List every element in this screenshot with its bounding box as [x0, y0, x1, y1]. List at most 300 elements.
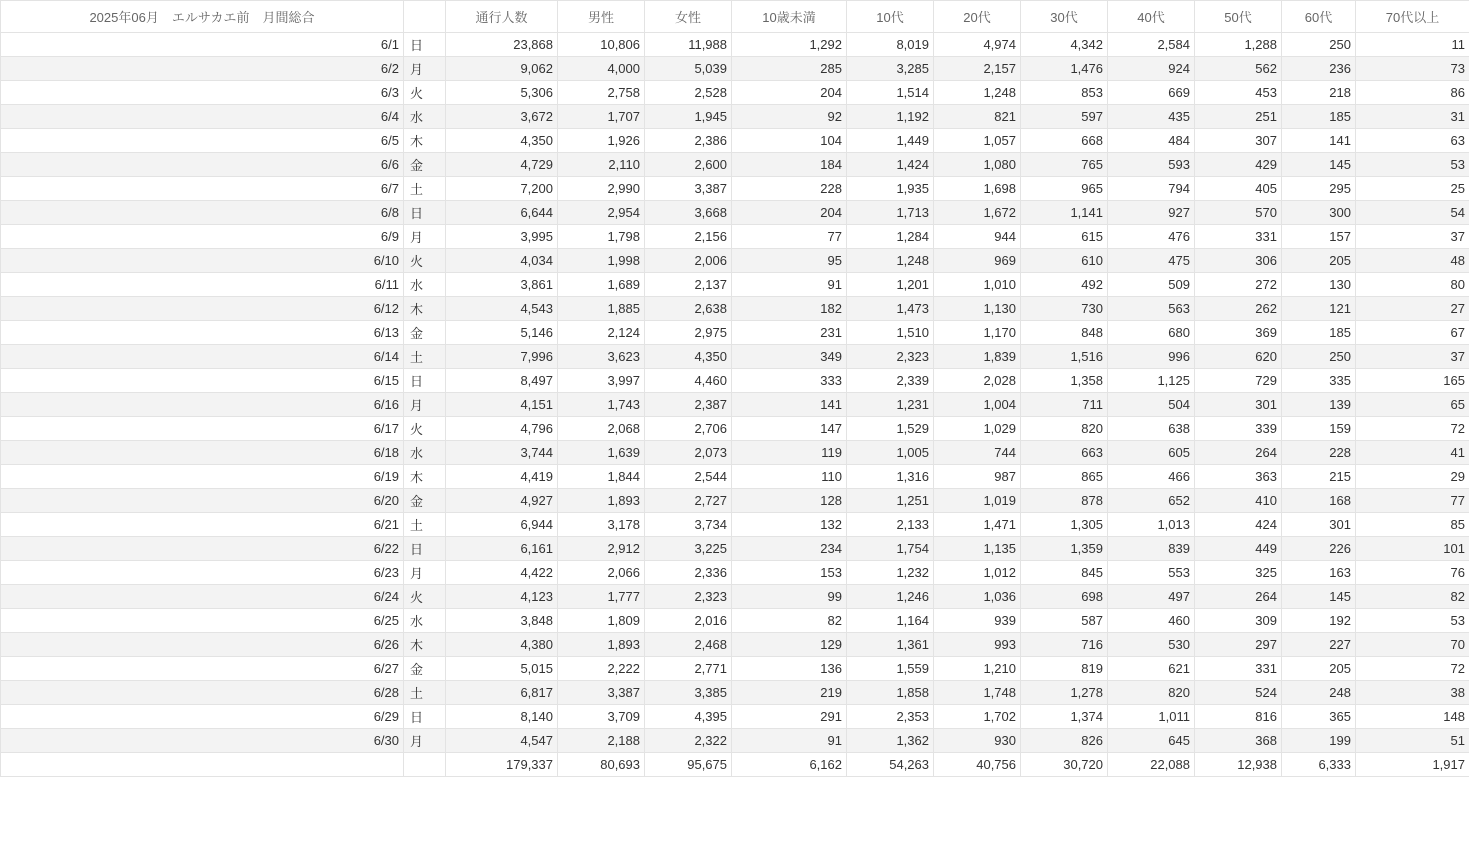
date-cell: 6/28	[1, 681, 404, 705]
value-cell-twenties: 1,036	[934, 585, 1021, 609]
value-cell-under-10: 204	[732, 201, 847, 225]
weekday-cell: 土	[404, 177, 446, 201]
value-cell-forties: 476	[1108, 225, 1195, 249]
weekday-cell: 月	[404, 57, 446, 81]
table-row	[1, 321, 1469, 345]
value-cell-seventies-plus: 67	[1356, 321, 1469, 345]
value-cell-twenties: 1,839	[934, 345, 1021, 369]
weekday-cell: 月	[404, 225, 446, 249]
date-cell: 6/21	[1, 513, 404, 537]
column-header-female: 女性	[645, 1, 732, 33]
value-cell-teens: 1,424	[847, 153, 934, 177]
value-cell-teens: 3,285	[847, 57, 934, 81]
value-cell-sixties: 215	[1282, 465, 1356, 489]
column-header-passersby-total: 通行人数	[446, 1, 558, 33]
value-cell-thirties: 845	[1021, 561, 1108, 585]
value-cell-passersby-total: 4,422	[446, 561, 558, 585]
value-cell-sixties: 139	[1282, 393, 1356, 417]
value-cell-sixties: 192	[1282, 609, 1356, 633]
weekday-cell: 土	[404, 513, 446, 537]
value-cell-under-10: 182	[732, 297, 847, 321]
value-cell-under-10: 231	[732, 321, 847, 345]
value-cell-teens: 8,019	[847, 33, 934, 57]
value-cell-fifties: 424	[1195, 513, 1282, 537]
value-cell-twenties: 1,080	[934, 153, 1021, 177]
value-cell-under-10: 1,292	[732, 33, 847, 57]
weekday-cell: 水	[404, 609, 446, 633]
date-cell: 6/29	[1, 705, 404, 729]
value-cell-fifties: 369	[1195, 321, 1282, 345]
value-cell-under-10: 333	[732, 369, 847, 393]
value-cell-forties: 839	[1108, 537, 1195, 561]
header-row	[1, 1, 1469, 33]
value-cell-teens: 1,473	[847, 297, 934, 321]
column-header-forties: 40代	[1108, 1, 1195, 33]
weekday-cell: 金	[404, 489, 446, 513]
value-cell-male: 2,110	[558, 153, 645, 177]
value-cell-forties: 466	[1108, 465, 1195, 489]
value-cell-twenties: 744	[934, 441, 1021, 465]
value-cell-male: 2,954	[558, 201, 645, 225]
value-cell-thirties: 853	[1021, 81, 1108, 105]
weekday-header	[404, 1, 446, 33]
value-cell-thirties: 1,141	[1021, 201, 1108, 225]
value-cell-forties: 1,013	[1108, 513, 1195, 537]
value-cell-seventies-plus: 38	[1356, 681, 1469, 705]
value-cell-male: 2,990	[558, 177, 645, 201]
value-cell-forties: 475	[1108, 249, 1195, 273]
weekday-cell: 土	[404, 345, 446, 369]
weekday-cell: 土	[404, 681, 446, 705]
value-cell-thirties: 819	[1021, 657, 1108, 681]
value-cell-female: 3,387	[645, 177, 732, 201]
value-cell-seventies-plus: 148	[1356, 705, 1469, 729]
value-cell-thirties: 965	[1021, 177, 1108, 201]
value-cell-thirties: 1,278	[1021, 681, 1108, 705]
value-cell-teens: 1,510	[847, 321, 934, 345]
value-cell-sixties: 199	[1282, 729, 1356, 753]
value-cell-twenties: 1,698	[934, 177, 1021, 201]
value-cell-forties: 563	[1108, 297, 1195, 321]
value-cell-twenties: 1,672	[934, 201, 1021, 225]
date-cell: 6/2	[1, 57, 404, 81]
weekday-cell: 金	[404, 657, 446, 681]
value-cell-twenties: 2,157	[934, 57, 1021, 81]
value-cell-fifties: 453	[1195, 81, 1282, 105]
value-cell-seventies-plus: 86	[1356, 81, 1469, 105]
value-cell-teens: 2,339	[847, 369, 934, 393]
weekday-cell: 水	[404, 273, 446, 297]
value-cell-forties: 509	[1108, 273, 1195, 297]
date-cell: 6/12	[1, 297, 404, 321]
value-cell-passersby-total: 7,996	[446, 345, 558, 369]
value-cell-forties: 553	[1108, 561, 1195, 585]
table-row	[1, 177, 1469, 201]
value-cell-teens: 1,529	[847, 417, 934, 441]
weekday-cell: 火	[404, 249, 446, 273]
date-cell: 6/5	[1, 129, 404, 153]
weekday-cell: 木	[404, 129, 446, 153]
value-cell-teens: 2,133	[847, 513, 934, 537]
value-cell-passersby-total: 3,861	[446, 273, 558, 297]
weekday-cell: 金	[404, 153, 446, 177]
value-cell-sixties: 205	[1282, 657, 1356, 681]
value-cell-male: 2,188	[558, 729, 645, 753]
value-cell-fifties: 449	[1195, 537, 1282, 561]
value-cell-male: 1,707	[558, 105, 645, 129]
value-cell-under-10: 184	[732, 153, 847, 177]
value-cell-male: 2,124	[558, 321, 645, 345]
column-header-teens: 10代	[847, 1, 934, 33]
date-cell: 6/14	[1, 345, 404, 369]
value-cell-forties: 794	[1108, 177, 1195, 201]
date-cell: 6/13	[1, 321, 404, 345]
table-row	[1, 297, 1469, 321]
value-cell-forties: 484	[1108, 129, 1195, 153]
value-cell-male: 10,806	[558, 33, 645, 57]
table-row	[1, 681, 1469, 705]
value-cell-female: 4,350	[645, 345, 732, 369]
value-cell-thirties: 492	[1021, 273, 1108, 297]
value-cell-seventies-plus: 51	[1356, 729, 1469, 753]
value-cell-sixties: 295	[1282, 177, 1356, 201]
value-cell-fifties: 307	[1195, 129, 1282, 153]
table-row	[1, 537, 1469, 561]
value-cell-teens: 1,713	[847, 201, 934, 225]
value-cell-sixties: 185	[1282, 321, 1356, 345]
value-cell-fifties: 306	[1195, 249, 1282, 273]
value-cell-twenties: 1,010	[934, 273, 1021, 297]
value-cell-female: 4,395	[645, 705, 732, 729]
value-cell-fifties: 363	[1195, 465, 1282, 489]
value-cell-under-10: 285	[732, 57, 847, 81]
value-cell-sixties: 185	[1282, 105, 1356, 129]
date-cell: 6/22	[1, 537, 404, 561]
value-cell-passersby-total: 4,796	[446, 417, 558, 441]
date-cell: 6/7	[1, 177, 404, 201]
value-cell-passersby-total: 5,015	[446, 657, 558, 681]
value-cell-twenties: 1,471	[934, 513, 1021, 537]
value-cell-forties: 605	[1108, 441, 1195, 465]
value-cell-twenties: 2,028	[934, 369, 1021, 393]
value-cell-male: 3,387	[558, 681, 645, 705]
value-cell-passersby-total: 4,034	[446, 249, 558, 273]
value-cell-fifties: 297	[1195, 633, 1282, 657]
value-cell-seventies-plus: 101	[1356, 537, 1469, 561]
value-cell-female: 2,544	[645, 465, 732, 489]
value-cell-twenties: 1,004	[934, 393, 1021, 417]
table-body	[1, 33, 1469, 777]
value-cell-male: 4,000	[558, 57, 645, 81]
value-cell-teens: 1,449	[847, 129, 934, 153]
value-cell-teens: 2,353	[847, 705, 934, 729]
value-cell-fifties: 816	[1195, 705, 1282, 729]
value-cell-twenties: 821	[934, 105, 1021, 129]
value-cell-fifties: 524	[1195, 681, 1282, 705]
value-cell-male: 1,893	[558, 633, 645, 657]
value-cell-forties: 497	[1108, 585, 1195, 609]
value-cell-fifties: 620	[1195, 345, 1282, 369]
value-cell-seventies-plus: 31	[1356, 105, 1469, 129]
value-cell-under-10: 95	[732, 249, 847, 273]
value-cell-forties: 504	[1108, 393, 1195, 417]
value-cell-thirties: 711	[1021, 393, 1108, 417]
value-cell-thirties: 4,342	[1021, 33, 1108, 57]
weekday-cell: 日	[404, 369, 446, 393]
value-cell-thirties: 765	[1021, 153, 1108, 177]
value-cell-forties: 1,011	[1108, 705, 1195, 729]
value-cell-passersby-total: 4,380	[446, 633, 558, 657]
value-cell-seventies-plus: 72	[1356, 417, 1469, 441]
value-cell-under-10: 128	[732, 489, 847, 513]
value-cell-female: 3,385	[645, 681, 732, 705]
value-cell-sixties: 141	[1282, 129, 1356, 153]
value-cell-teens: 1,005	[847, 441, 934, 465]
date-cell: 6/23	[1, 561, 404, 585]
table-row	[1, 345, 1469, 369]
value-cell-twenties: 939	[934, 609, 1021, 633]
value-cell-seventies-plus: 53	[1356, 153, 1469, 177]
value-cell-female: 1,945	[645, 105, 732, 129]
value-cell-thirties: 597	[1021, 105, 1108, 129]
value-cell-under-10: 92	[732, 105, 847, 129]
weekday-cell: 日	[404, 201, 446, 225]
value-cell-passersby-total: 9,062	[446, 57, 558, 81]
value-cell-sixties: 335	[1282, 369, 1356, 393]
value-cell-fifties: 405	[1195, 177, 1282, 201]
value-cell-fifties: 562	[1195, 57, 1282, 81]
value-cell-seventies-plus: 63	[1356, 129, 1469, 153]
value-cell-under-10: 141	[732, 393, 847, 417]
value-cell-thirties: 587	[1021, 609, 1108, 633]
value-cell-passersby-total: 5,146	[446, 321, 558, 345]
weekday-cell: 火	[404, 585, 446, 609]
value-cell-teens: 1,192	[847, 105, 934, 129]
value-cell-under-10: 77	[732, 225, 847, 249]
value-cell-male: 3,178	[558, 513, 645, 537]
value-cell-seventies-plus: 80	[1356, 273, 1469, 297]
total-cell-male: 80,693	[558, 753, 645, 777]
value-cell-teens: 1,246	[847, 585, 934, 609]
value-cell-forties: 645	[1108, 729, 1195, 753]
date-cell: 6/3	[1, 81, 404, 105]
value-cell-thirties: 1,374	[1021, 705, 1108, 729]
date-cell: 6/8	[1, 201, 404, 225]
value-cell-thirties: 1,476	[1021, 57, 1108, 81]
value-cell-thirties: 615	[1021, 225, 1108, 249]
total-cell-fifties: 12,938	[1195, 753, 1282, 777]
value-cell-female: 2,727	[645, 489, 732, 513]
value-cell-teens: 1,201	[847, 273, 934, 297]
value-cell-sixties: 228	[1282, 441, 1356, 465]
column-header-twenties: 20代	[934, 1, 1021, 33]
value-cell-passersby-total: 6,644	[446, 201, 558, 225]
value-cell-seventies-plus: 85	[1356, 513, 1469, 537]
date-cell: 6/6	[1, 153, 404, 177]
value-cell-female: 3,734	[645, 513, 732, 537]
column-header-male: 男性	[558, 1, 645, 33]
value-cell-seventies-plus: 11	[1356, 33, 1469, 57]
value-cell-female: 2,137	[645, 273, 732, 297]
value-cell-twenties: 969	[934, 249, 1021, 273]
value-cell-seventies-plus: 77	[1356, 489, 1469, 513]
value-cell-under-10: 147	[732, 417, 847, 441]
value-cell-male: 1,885	[558, 297, 645, 321]
value-cell-male: 2,758	[558, 81, 645, 105]
value-cell-thirties: 878	[1021, 489, 1108, 513]
value-cell-forties: 460	[1108, 609, 1195, 633]
value-cell-female: 2,336	[645, 561, 732, 585]
value-cell-female: 5,039	[645, 57, 732, 81]
value-cell-seventies-plus: 25	[1356, 177, 1469, 201]
date-cell: 6/18	[1, 441, 404, 465]
value-cell-passersby-total: 4,350	[446, 129, 558, 153]
value-cell-seventies-plus: 73	[1356, 57, 1469, 81]
weekday-cell: 日	[404, 537, 446, 561]
value-cell-female: 11,988	[645, 33, 732, 57]
table-row	[1, 369, 1469, 393]
value-cell-seventies-plus: 54	[1356, 201, 1469, 225]
value-cell-teens: 1,361	[847, 633, 934, 657]
value-cell-female: 3,225	[645, 537, 732, 561]
value-cell-teens: 1,251	[847, 489, 934, 513]
value-cell-teens: 1,754	[847, 537, 934, 561]
value-cell-sixties: 157	[1282, 225, 1356, 249]
table-row	[1, 609, 1469, 633]
value-cell-passersby-total: 3,995	[446, 225, 558, 249]
table-header	[1, 1, 1469, 33]
weekday-cell: 火	[404, 417, 446, 441]
value-cell-male: 1,809	[558, 609, 645, 633]
weekday-cell: 月	[404, 561, 446, 585]
date-cell: 6/10	[1, 249, 404, 273]
table-row	[1, 393, 1469, 417]
value-cell-male: 3,623	[558, 345, 645, 369]
value-cell-male: 1,844	[558, 465, 645, 489]
total-cell-teens: 54,263	[847, 753, 934, 777]
value-cell-teens: 2,323	[847, 345, 934, 369]
value-cell-sixties: 121	[1282, 297, 1356, 321]
value-cell-sixties: 227	[1282, 633, 1356, 657]
value-cell-seventies-plus: 37	[1356, 225, 1469, 249]
table-row	[1, 129, 1469, 153]
value-cell-passersby-total: 6,161	[446, 537, 558, 561]
date-cell: 6/25	[1, 609, 404, 633]
value-cell-forties: 593	[1108, 153, 1195, 177]
date-cell: 6/1	[1, 33, 404, 57]
column-header-sixties: 60代	[1282, 1, 1356, 33]
value-cell-passersby-total: 4,151	[446, 393, 558, 417]
value-cell-thirties: 663	[1021, 441, 1108, 465]
value-cell-seventies-plus: 70	[1356, 633, 1469, 657]
value-cell-twenties: 1,012	[934, 561, 1021, 585]
value-cell-forties: 927	[1108, 201, 1195, 225]
value-cell-passersby-total: 3,672	[446, 105, 558, 129]
value-cell-sixties: 168	[1282, 489, 1356, 513]
value-cell-passersby-total: 6,944	[446, 513, 558, 537]
value-cell-female: 2,387	[645, 393, 732, 417]
value-cell-sixties: 159	[1282, 417, 1356, 441]
total-cell-forties: 22,088	[1108, 753, 1195, 777]
value-cell-forties: 1,125	[1108, 369, 1195, 393]
value-cell-male: 1,777	[558, 585, 645, 609]
value-cell-passersby-total: 3,848	[446, 609, 558, 633]
value-cell-thirties: 865	[1021, 465, 1108, 489]
table-row	[1, 57, 1469, 81]
value-cell-sixties: 145	[1282, 153, 1356, 177]
value-cell-twenties: 1,170	[934, 321, 1021, 345]
totals-row	[1, 753, 1469, 777]
value-cell-teens: 1,559	[847, 657, 934, 681]
value-cell-fifties: 325	[1195, 561, 1282, 585]
value-cell-female: 4,460	[645, 369, 732, 393]
value-cell-forties: 638	[1108, 417, 1195, 441]
table-row	[1, 33, 1469, 57]
value-cell-passersby-total: 8,140	[446, 705, 558, 729]
value-cell-under-10: 91	[732, 273, 847, 297]
value-cell-forties: 652	[1108, 489, 1195, 513]
value-cell-twenties: 4,974	[934, 33, 1021, 57]
value-cell-fifties: 301	[1195, 393, 1282, 417]
table-row	[1, 729, 1469, 753]
value-cell-forties: 924	[1108, 57, 1195, 81]
value-cell-female: 2,156	[645, 225, 732, 249]
table-row	[1, 585, 1469, 609]
value-cell-female: 2,322	[645, 729, 732, 753]
value-cell-sixties: 250	[1282, 345, 1356, 369]
value-cell-under-10: 82	[732, 609, 847, 633]
weekday-cell: 日	[404, 705, 446, 729]
weekday-cell: 日	[404, 33, 446, 57]
value-cell-sixties: 205	[1282, 249, 1356, 273]
total-cell-twenties: 40,756	[934, 753, 1021, 777]
weekday-cell: 木	[404, 633, 446, 657]
date-cell: 6/15	[1, 369, 404, 393]
value-cell-twenties: 1,130	[934, 297, 1021, 321]
value-cell-female: 2,600	[645, 153, 732, 177]
value-cell-passersby-total: 4,123	[446, 585, 558, 609]
weekday-cell: 火	[404, 81, 446, 105]
value-cell-male: 1,998	[558, 249, 645, 273]
value-cell-female: 2,073	[645, 441, 732, 465]
table-row	[1, 105, 1469, 129]
value-cell-female: 2,528	[645, 81, 732, 105]
value-cell-male: 1,743	[558, 393, 645, 417]
value-cell-twenties: 930	[934, 729, 1021, 753]
value-cell-seventies-plus: 41	[1356, 441, 1469, 465]
total-cell-passersby-total: 179,337	[446, 753, 558, 777]
value-cell-seventies-plus: 29	[1356, 465, 1469, 489]
value-cell-twenties: 1,248	[934, 81, 1021, 105]
value-cell-seventies-plus: 48	[1356, 249, 1469, 273]
value-cell-thirties: 698	[1021, 585, 1108, 609]
value-cell-teens: 1,164	[847, 609, 934, 633]
value-cell-teens: 1,858	[847, 681, 934, 705]
value-cell-sixties: 163	[1282, 561, 1356, 585]
weekday-cell: 水	[404, 105, 446, 129]
value-cell-passersby-total: 7,200	[446, 177, 558, 201]
value-cell-twenties: 1,019	[934, 489, 1021, 513]
value-cell-sixties: 236	[1282, 57, 1356, 81]
date-cell: 6/24	[1, 585, 404, 609]
value-cell-male: 2,068	[558, 417, 645, 441]
value-cell-female: 2,323	[645, 585, 732, 609]
value-cell-thirties: 1,359	[1021, 537, 1108, 561]
table-row	[1, 465, 1469, 489]
value-cell-male: 3,709	[558, 705, 645, 729]
table-row	[1, 657, 1469, 681]
date-cell: 6/9	[1, 225, 404, 249]
